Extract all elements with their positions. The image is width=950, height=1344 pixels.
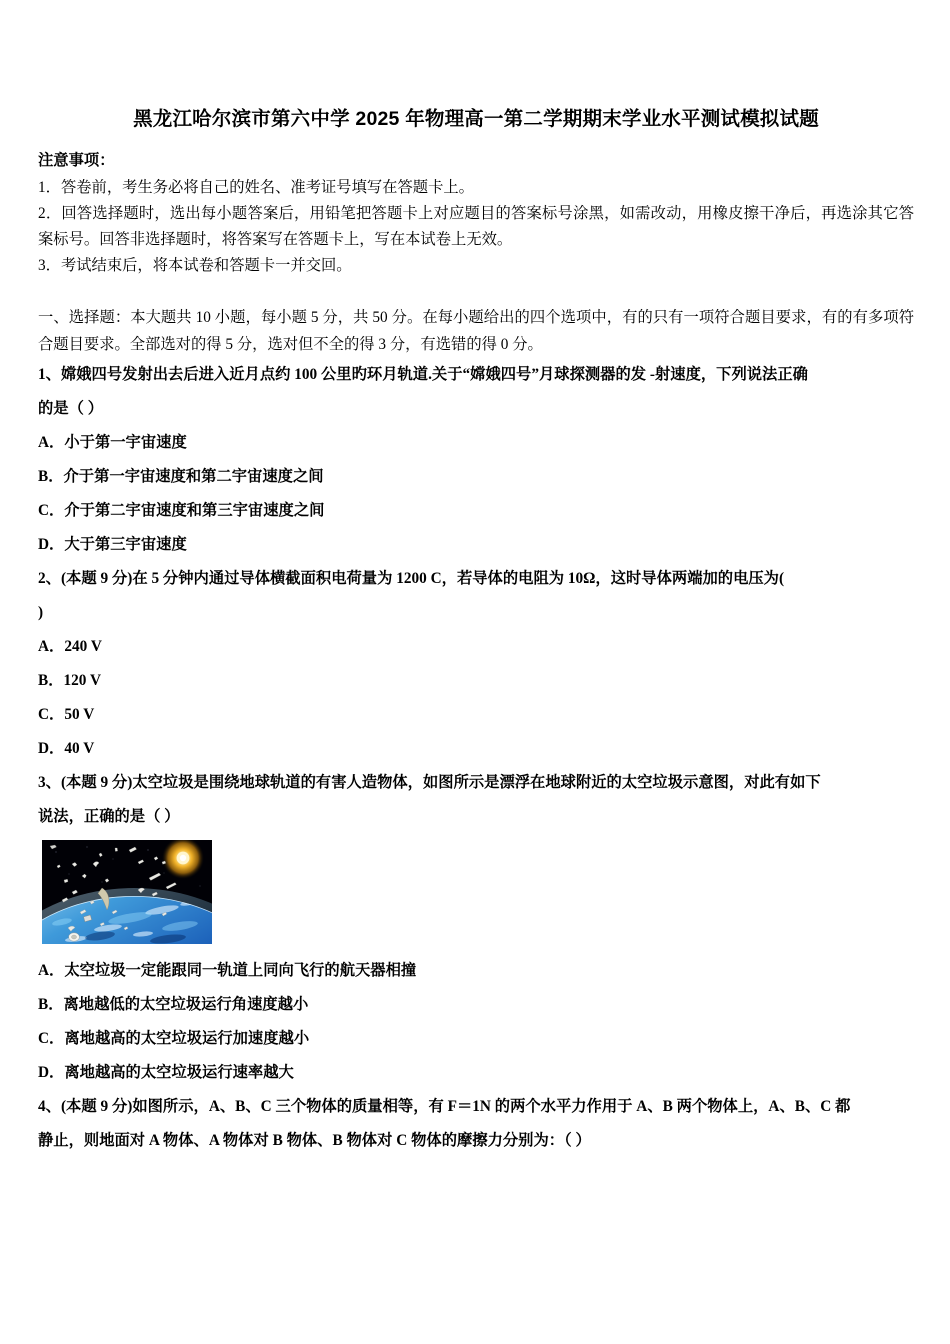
question-1 (38, 358, 914, 562)
option-label-a: A． (38, 434, 65, 451)
question-2-option-a[interactable] (38, 630, 914, 664)
option-label-d: D． (38, 536, 65, 553)
option-label-c: C． (38, 706, 65, 723)
question-2-stem-text: (本题 9 分)在 5 分钟内通过导体横截面积电荷量为 1200 C，若导体的电阻为 10Ω，这时导体两端加的电压为( (60, 570, 785, 587)
space-debris-earth-illustration (42, 840, 212, 944)
question-4-number: 4、 (38, 1098, 61, 1115)
question-2-option-b[interactable] (38, 664, 914, 698)
space-debris-svg (42, 840, 212, 944)
question-2-number: 2、 (38, 570, 61, 587)
question-3-option-b[interactable] (38, 988, 914, 1022)
question-4-stem-continued: 静止，则地面对 A 物体、A 物体对 B 物体、B 物体对 C 物体的摩擦力分别为：（ ） (38, 1132, 591, 1149)
option-label-a: A． (38, 962, 65, 979)
option-text-b: 介于第一宇宙速度和第二宇宙速度之间 (63, 468, 324, 485)
option-label-a: A． (38, 638, 65, 655)
option-text-a: 小于第一宇宙速度 (64, 434, 187, 451)
question-1-option-a[interactable] (38, 426, 914, 460)
page-title: 黑龙江哈尔滨市第六中学 2025 年物理高一第二学期期末学业水平测试模拟试题 (133, 108, 819, 130)
question-2 (38, 562, 914, 766)
option-text-c: 离地越高的太空垃圾运行加速度越小 (64, 1030, 310, 1047)
question-2-option-d[interactable] (38, 732, 914, 766)
option-text-b: 离地越低的太空垃圾运行角速度越小 (63, 996, 309, 1013)
notes-block (38, 148, 914, 279)
question-2-stem (38, 562, 914, 596)
option-text-c: 50 V (64, 706, 95, 723)
question-1-stem (38, 358, 914, 392)
option-text-b: 120 V (63, 672, 102, 689)
question-3 (38, 766, 914, 1090)
notes-heading: 注意事项： (38, 152, 115, 169)
question-3-option-a[interactable] (38, 954, 914, 988)
option-text-d: 40 V (64, 740, 95, 757)
question-4 (38, 1090, 914, 1158)
question-1-stem-text: 嫦娥四号发射出去后进入近月点约 100 公里旳环月轨道.关于“嫦娥四号”月球探测器的发 -射速度，下列说法正确 (60, 366, 808, 383)
option-label-b: B． (38, 672, 64, 689)
question-3-stem (38, 766, 914, 800)
option-text-d: 离地越高的太空垃圾运行速率越大 (64, 1064, 294, 1081)
option-label-d: D． (38, 1064, 65, 1081)
option-label-b: B． (38, 468, 64, 485)
question-1-option-b[interactable] (38, 460, 914, 494)
note-item-3: 3．考试结束后，将本试卷和答题卡一并交回。 (38, 257, 352, 274)
option-text-a: 太空垃圾一定能跟同一轨道上同向飞行的航天器相撞 (64, 962, 417, 979)
question-3-number: 3、 (38, 774, 61, 791)
option-text-a: 240 V (64, 638, 102, 655)
question-3-stem-continued: 说法，正确的是（ ） (38, 808, 180, 825)
option-label-d: D． (38, 740, 65, 757)
question-3-option-d[interactable] (38, 1056, 914, 1090)
question-3-option-c[interactable] (38, 1022, 914, 1056)
option-label-c: C． (38, 1030, 65, 1047)
option-text-c: 介于第二宇宙速度和第三宇宙速度之间 (64, 502, 325, 519)
note-item-1: 1．答卷前，考生务必将自己的姓名、准考证号填写在答题卡上。 (38, 179, 474, 196)
debris-dish (69, 933, 80, 941)
question-2-stem-continued: ) (38, 604, 44, 621)
option-text-d: 大于第三宇宙速度 (64, 536, 187, 553)
page-content (38, 104, 914, 1318)
question-2-option-c[interactable] (38, 698, 914, 732)
question-4-stem (38, 1090, 914, 1124)
question-1-option-c[interactable] (38, 494, 914, 528)
question-4-stem-text: (本题 9 分)如图所示，A、B、C 三个物体的质量相等，有 F＝1N 的两个水平力作用于 A、B 两个物体上，A、B、C 都 (60, 1098, 851, 1115)
option-label-b: B． (38, 996, 64, 1013)
question-3-stem-text: (本题 9 分)太空垃圾是围绕地球轨道的有害人造物体，如图所示是漂浮在地球附近的太空垃圾示意图，对此有如下 (60, 774, 821, 791)
question-1-number: 1、 (38, 366, 61, 383)
section-heading-multiple-choice: 一、选择题：本大题共 10 小题，每小题 5 分，共 50 分。在每小题给出的四个选项中，有的只有一项符合题目要求，有的有多项符合题目要求。全部选对的得 5 分，选对但不全的得 3 分，有选错的得 0 分。 (38, 309, 914, 353)
question-1-stem-continued: 的是（ ） (38, 400, 104, 417)
option-label-c: C． (38, 502, 65, 519)
note-item-2: 2．回答选择题时，选出每小题答案后，用铅笔把答题卡上对应题目的答案标号涂黑，如需改动，用橡皮擦干净后，再选涂其它答案标号。回答非选择题时，将答案写在答题卡上，写在本试卷上无效。 (38, 205, 914, 248)
question-1-option-d[interactable] (38, 528, 914, 562)
bottom-spacer (38, 1158, 914, 1318)
spacer (38, 279, 914, 305)
question-3-figure-wrap (42, 840, 914, 944)
